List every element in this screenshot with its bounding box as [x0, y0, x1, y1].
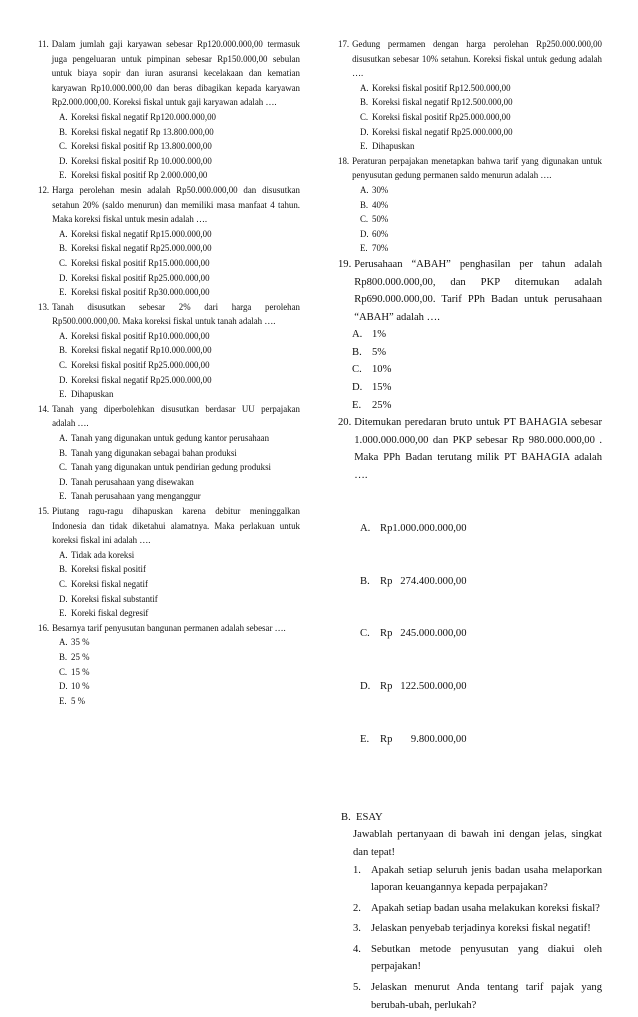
- option-label: D.: [360, 228, 369, 239]
- option-c: [59, 577, 300, 592]
- essay-text: Apakah setiap badan usaha melakukan koreksi fiskal?: [371, 902, 600, 914]
- option-label: B.: [59, 243, 68, 254]
- option-c: [59, 460, 300, 475]
- option-label: B.: [59, 447, 68, 458]
- option-text: Koreksi fiskal positif Rp 2.000.000,00: [71, 170, 208, 181]
- option-b: [360, 198, 602, 213]
- option-label: D.: [59, 681, 68, 692]
- option-d: [59, 475, 300, 490]
- option-e: [59, 694, 300, 709]
- option-text: Koreksi fiskal negatif Rp25.000.000,00: [372, 126, 513, 137]
- option-text: Rp 274.400.000,00: [380, 575, 467, 587]
- option-label: E.: [59, 491, 67, 502]
- option-label: C.: [59, 141, 68, 152]
- option-label: B.: [360, 199, 369, 210]
- question-17: [338, 37, 602, 154]
- option-text: Rp 9.800.000,00: [380, 733, 467, 745]
- option-label: A.: [59, 433, 68, 444]
- question-number: 13.: [38, 301, 50, 312]
- option-label: B.: [360, 97, 369, 108]
- option-text: 5%: [372, 346, 387, 358]
- option-text: Koreksi fiskal positif: [71, 564, 146, 575]
- option-d: [59, 592, 300, 607]
- option-c: [59, 358, 300, 373]
- option-label: A.: [352, 329, 363, 341]
- question-number: 12.: [38, 184, 50, 195]
- question-text: Gedung permamen dengan harga perolehan Rp250.000.000,00 disusutkan sebesar 10% setahun. Koreksi fiskal untuk gedung adalah ….: [352, 39, 602, 79]
- option-c: [59, 139, 300, 154]
- option-label: D.: [59, 593, 68, 604]
- option-label: E.: [59, 608, 67, 619]
- option-a: [59, 329, 300, 344]
- option-text: Koreksi fiskal negatif Rp120.000.000,00: [71, 111, 216, 122]
- option-text: Tanah yang digunakan untuk pendirian gedung produksi: [71, 462, 272, 473]
- left-column: [38, 37, 300, 708]
- option-text: Dihapuskan: [372, 141, 415, 152]
- option-label: E.: [59, 695, 67, 706]
- option-text: Rp 245.000.000,00: [380, 628, 467, 640]
- option-text: 25%: [372, 399, 392, 411]
- option-label: B.: [352, 346, 362, 358]
- option-text: Koreksi fiskal negatif Rp12.500.000,00: [372, 97, 513, 108]
- essay-instructions: Jawablah pertanyaan di bawah ini dengan jelas, singkat dan tepat!: [353, 829, 602, 858]
- option-label: C.: [352, 364, 362, 376]
- option-label: E.: [59, 170, 67, 181]
- option-b: [360, 95, 602, 110]
- option-label: B.: [59, 126, 68, 137]
- essay-text: Apakah setiap seluruh jenis badan usaha melaporkan laporan keuangannya kepada perpajakan?: [371, 864, 602, 894]
- question-11: [38, 37, 300, 183]
- question-number: 14.: [38, 403, 50, 414]
- option-a: [352, 326, 602, 344]
- option-label: A.: [360, 82, 369, 93]
- option-label: C.: [360, 214, 369, 225]
- option-text: 10%: [372, 364, 392, 376]
- options: [59, 329, 300, 402]
- option-text: 25 %: [71, 651, 90, 662]
- option-c: [59, 665, 300, 680]
- option-label: D.: [59, 272, 68, 283]
- option-label: C.: [59, 257, 68, 268]
- option-text: 35 %: [71, 637, 90, 648]
- option-label: D.: [59, 374, 68, 385]
- question-text: Dalam jumlah gaji karyawan sebesar Rp120.000.000,00 termasuk juga pengeluaran untuk pimpinan sebesar Rp150.000,00 sebulan untuk biaya sopir dan iuran asuransi kecelakaan dan kematian karyawan Rp10.000.000,00 dan beras dibagikan kepada karyawan Rp2.000.000,00. Koreksi fiskal untuk gaji karyawan adalah ….: [51, 39, 300, 108]
- option-e: [59, 285, 300, 300]
- essay-item-5: [353, 979, 602, 1014]
- option-label: B.: [360, 575, 370, 587]
- option-e: [59, 168, 300, 183]
- options: [59, 635, 300, 708]
- option-text: Koreksi fiskal positif Rp25.000.000,00: [372, 111, 511, 122]
- option-text: Koreksi fiskal positif Rp 13.800.000,00: [71, 141, 212, 152]
- question-19: [338, 256, 602, 414]
- essay-item-1: [353, 862, 602, 897]
- options: [59, 227, 300, 300]
- option-a: [59, 548, 300, 563]
- option-text: Koreksi fiskal substantif: [71, 593, 158, 604]
- option-text: Koreksi fiskal positif Rp30.000.000,00: [71, 287, 210, 298]
- option-label: C.: [59, 360, 68, 371]
- option-text: Koreksi fiskal positif Rp25.000.000,00: [71, 272, 210, 283]
- question-15: [38, 504, 300, 621]
- option-text: Rp1.000.000.000,00: [380, 522, 467, 534]
- option-label: E.: [360, 733, 370, 745]
- option-d: [360, 227, 602, 242]
- option-b: [59, 446, 300, 461]
- option-text: 50%: [372, 214, 389, 225]
- option-d: [360, 678, 602, 696]
- option-a: [360, 81, 602, 96]
- option-text: 10 %: [71, 681, 90, 692]
- option-text: Koreksi fiskal positif Rp15.000.000,00: [71, 257, 210, 268]
- option-c: [360, 110, 602, 125]
- question-number: 16.: [38, 622, 50, 633]
- essay-number: 4.: [353, 943, 361, 955]
- question-16: [38, 621, 300, 709]
- option-label: B.: [59, 651, 68, 662]
- question-text: Harga perolehan mesin adalah Rp50.000.000,00 dan disusutkan setahun 20% (saldo menurun) dan memiliki masa manfaat 4 tahun. Maka koreksi fiskal untuk mesin adalah ….: [52, 184, 300, 225]
- option-c: [360, 625, 602, 643]
- option-text: Koreksi fiskal positif Rp25.000.000,00: [71, 360, 210, 371]
- option-label: D.: [352, 382, 363, 394]
- option-text: Koreki fiskal degresif: [71, 608, 149, 619]
- option-e: [59, 387, 300, 402]
- option-d: [352, 379, 602, 397]
- option-b: [59, 562, 300, 577]
- option-b: [352, 344, 602, 362]
- question-14: [38, 402, 300, 504]
- essay-section: [338, 809, 602, 1015]
- question-20: [338, 414, 602, 783]
- option-d: [360, 125, 602, 140]
- essay-heading: B. ESAY: [341, 811, 383, 823]
- option-c: [360, 212, 602, 227]
- option-b: [59, 343, 300, 358]
- option-e: [360, 731, 602, 749]
- option-label: C.: [360, 628, 370, 640]
- essay-number: 2.: [353, 902, 361, 914]
- option-text: Tidak ada koreksi: [71, 549, 135, 560]
- option-label: C.: [59, 578, 68, 589]
- option-text: Koreksi fiskal positif Rp10.000.000,00: [71, 330, 210, 341]
- option-label: C.: [59, 666, 68, 677]
- question-18: [338, 154, 602, 256]
- option-text: Koreksi fiskal positif Rp12.500.000,00: [372, 82, 511, 93]
- option-text: Koreksi fiskal negatif: [71, 578, 148, 589]
- option-e: [352, 397, 602, 415]
- options: [59, 548, 300, 621]
- option-label: A.: [59, 228, 68, 239]
- essay-item-4: [353, 941, 602, 976]
- option-label: A.: [360, 522, 371, 534]
- option-text: 5 %: [71, 695, 86, 706]
- option-text: Koreksi fiskal negatif Rp 13.800.000,00: [71, 126, 214, 137]
- option-label: E.: [360, 141, 368, 152]
- option-d: [59, 154, 300, 169]
- option-text: Tanah perusahaan yang disewakan: [71, 476, 194, 487]
- option-text: Tanah yang digunakan untuk gedung kantor perusahaan: [71, 433, 270, 444]
- option-text: Koreksi fiskal negatif Rp25.000.000,00: [71, 374, 212, 385]
- option-label: A.: [59, 330, 68, 341]
- options: [59, 110, 300, 183]
- option-text: Tanah perusahaan yang menganggur: [71, 491, 201, 502]
- option-text: 40%: [372, 199, 389, 210]
- question-text: Peraturan perpajakan menetapkan bahwa tarif yang digunakan untuk penyusutan gedung permanen saldo menurun adalah ….: [352, 155, 602, 181]
- option-label: A.: [59, 637, 68, 648]
- option-e: [59, 606, 300, 621]
- option-text: Koreksi fiskal negatif Rp15.000.000,00: [71, 228, 212, 239]
- right-column: [338, 37, 602, 1017]
- option-a: [360, 183, 602, 198]
- question-number: 15.: [38, 506, 50, 516]
- option-text: 15 %: [71, 666, 90, 677]
- option-label: E.: [59, 287, 67, 298]
- option-text: 1%: [372, 329, 387, 341]
- option-label: E.: [59, 389, 67, 400]
- option-text: Koreksi fiskal negatif Rp10.000.000,00: [71, 345, 212, 356]
- option-a: [59, 110, 300, 125]
- question-text: Ditemukan peredaran bruto untuk PT BAHAGIA sebesar 1.000.000.000,00 dan PKP sebesar Rp 980.000.000,00 . Maka PPh Badan terutang milik PT BAHAGIA adalah ….: [354, 417, 602, 482]
- option-text: Rp 122.500.000,00: [380, 681, 467, 693]
- option-label: E.: [352, 399, 362, 411]
- options: [360, 485, 602, 784]
- option-text: Koreksi fiskal negatif Rp25.000.000,00: [71, 243, 212, 254]
- option-label: D.: [360, 126, 369, 137]
- option-label: D.: [360, 681, 371, 693]
- question-number: 17.: [338, 39, 350, 49]
- option-text: Dihapuskan: [71, 389, 114, 400]
- question-text: Piutang ragu-ragu dihapuskan karena debitur meninggalkan Indonesia dan tidak diketahui alamatnya. Maka perlakuan untuk koreksi fiskal ini adalah ….: [52, 506, 300, 546]
- option-b: [360, 573, 602, 591]
- question-13: [38, 300, 300, 402]
- question-number: 20.: [338, 417, 352, 429]
- question-text: Tanah yang diperbolehkan disusutkan berdasar UU perpajakan adalah ….: [52, 403, 300, 429]
- essay-number: 1.: [353, 864, 361, 876]
- option-b: [59, 650, 300, 665]
- question-number: 19.: [338, 258, 352, 270]
- question-text: Tanah disusutkan sebesar 2% dari harga perolehan Rp500.000.000,00. Maka koreksi fiskal untuk tanah adalah ….: [52, 301, 300, 327]
- option-text: Koreksi fiskal positif Rp 10.000.000,00: [71, 155, 212, 166]
- option-e: [360, 139, 602, 154]
- option-e: [360, 241, 602, 256]
- option-text: 70%: [372, 243, 389, 254]
- option-a: [360, 520, 602, 538]
- option-c: [59, 256, 300, 271]
- question-text: Besarnya tarif penyusutan bangunan permanen adalah sebesar ….: [52, 622, 286, 633]
- option-d: [59, 271, 300, 286]
- option-label: B.: [59, 564, 68, 575]
- options: [360, 81, 602, 154]
- essay-text: Jelaskan menurut Anda tentang tarif pajak yang berubah-ubah, perlukah?: [371, 982, 602, 1011]
- option-d: [59, 679, 300, 694]
- question-text: Perusahaan “ABAH” penghasilan per tahun adalah Rp800.000.000,00, dan PKP ditemukan adalah Rp690.000.000,00. Tarif PPh Badan untuk perusahaan “ABAH” adalah ….: [354, 258, 602, 323]
- option-a: [59, 431, 300, 446]
- option-c: [352, 361, 602, 379]
- option-label: C.: [360, 111, 369, 122]
- question-number: 11.: [38, 39, 49, 49]
- option-text: Tanah yang digunakan sebagai bahan produksi: [71, 447, 237, 458]
- options: [59, 431, 300, 504]
- option-label: C.: [59, 462, 68, 473]
- essay-number: 5.: [353, 982, 361, 994]
- essay-list: [353, 862, 602, 1015]
- option-text: 15%: [372, 382, 392, 394]
- option-label: A.: [59, 111, 68, 122]
- option-d: [59, 373, 300, 388]
- options: [360, 183, 602, 256]
- question-number: 18.: [338, 155, 350, 166]
- essay-item-3: [353, 920, 602, 938]
- options: [352, 326, 602, 414]
- option-label: E.: [360, 243, 368, 254]
- essay-text: Jelaskan penyebab terjadinya koreksi fiskal negatif!: [371, 923, 591, 935]
- option-a: [59, 635, 300, 650]
- option-label: A.: [360, 184, 369, 195]
- question-12: [38, 183, 300, 300]
- option-label: D.: [59, 155, 68, 166]
- option-label: D.: [59, 476, 68, 487]
- option-text: 60%: [372, 228, 389, 239]
- option-text: 30%: [372, 184, 389, 195]
- option-b: [59, 125, 300, 140]
- option-b: [59, 241, 300, 256]
- essay-item-2: [353, 900, 602, 918]
- essay-number: 3.: [353, 923, 361, 935]
- option-e: [59, 489, 300, 504]
- essay-text: Sebutkan metode penyusutan yang diakui oleh perpajakan!: [371, 943, 602, 973]
- option-label: A.: [59, 549, 68, 560]
- option-label: B.: [59, 345, 68, 356]
- option-a: [59, 227, 300, 242]
